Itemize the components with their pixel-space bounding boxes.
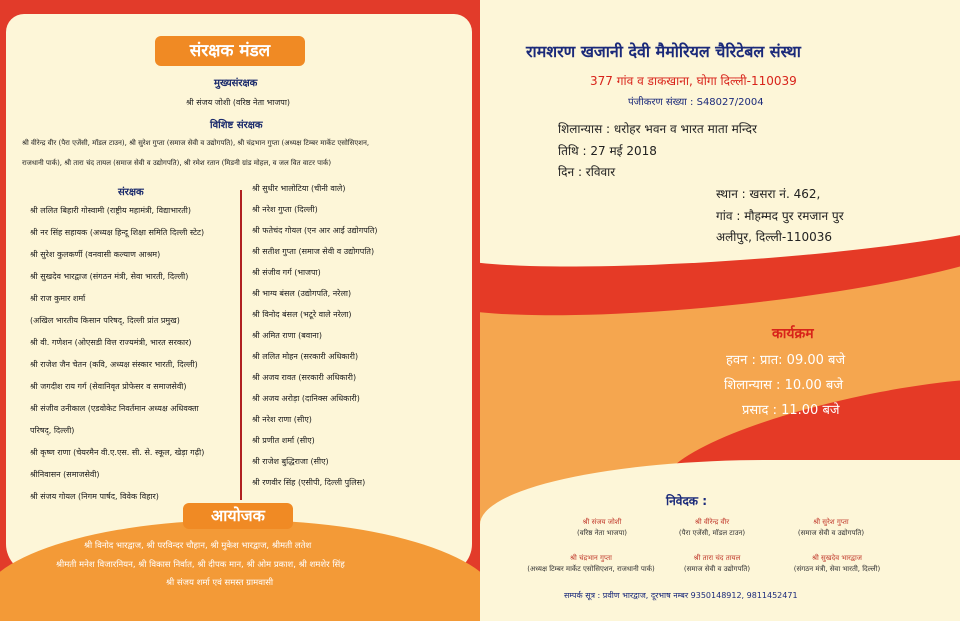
- program-title: कार्यक्रम: [772, 326, 814, 342]
- program-havan: हवन : प्रात: 09.00 बजे: [726, 353, 846, 368]
- contact-line: सम्पर्क सूत्र : प्रवीण भारद्वाज, दूरभाष नम्बर 9350148912, 9811452471: [564, 591, 798, 600]
- patron-entry: श्री प्रणीत शर्मा (सीए): [252, 436, 315, 445]
- patron-entry: श्री फतेचंद गोयल (एन आर आई उद्योगपति): [252, 226, 378, 235]
- patron-entry: श्री ललित बिहारी गोस्वामी (राष्ट्रीय महामंत्री, विद्याभारती): [30, 206, 191, 215]
- organizer-title: आयोजक: [183, 503, 293, 529]
- program-foundation: शिलान्यास : 10.00 बजे: [724, 378, 843, 393]
- registration-number: पंजीकरण संख्या : S48027/2004: [628, 97, 764, 108]
- patron-entry: श्री राजेश बुद्धिराजा (सीए): [252, 457, 329, 466]
- patron-entry: श्री सुधीर भालोटिया (चीनी वाले): [252, 184, 346, 193]
- foundation-line: शिलान्यास : धरोहर भवन व भारत माता मन्दिर: [558, 122, 757, 136]
- patron-committee-title: संरक्षक मंडल: [155, 36, 305, 66]
- event-day: दिन : रविवार: [558, 165, 616, 179]
- patron-entry: श्री ललित मोहन (सरकारी अधिकारी): [252, 352, 359, 361]
- requester-role: (वरिष्ठ नेता भाजपा): [576, 529, 627, 537]
- patron-entry: श्री सुरेश कुलकर्णी (वनवासी कल्याण आश्रम): [30, 250, 161, 259]
- chief-patron-heading: मुख्यसंरक्षक: [214, 78, 258, 89]
- requester-name: श्री चंद्रभान गुप्ता: [570, 554, 612, 562]
- venue-line-2: गांव : मौहम्मद पुर रमजान पुर: [716, 209, 844, 223]
- requesters-title: निवेदक :: [666, 494, 708, 508]
- column-divider: [240, 190, 242, 500]
- patron-entry: श्री संजीव गर्ग (भाजपा): [252, 268, 321, 277]
- venue-line-3: अलीपुर, दिल्ली-110036: [716, 230, 833, 244]
- patron-entry: श्री राजेश जैन चेतन (कवि, अध्यक्ष संस्कार भारती, दिल्ली): [30, 360, 198, 369]
- event-date: तिथि : 27 मई 2018: [558, 144, 657, 158]
- organizer-line-3: श्री संजय शर्मा एवं समस्त ग्रामवासी: [166, 578, 274, 588]
- special-patron-heading: विशिष्ट संरक्षक: [210, 120, 263, 131]
- patron-entry: श्री संजय गोयल (निगम पार्षद, विवेक विहार): [30, 492, 159, 501]
- organization-address: 377 गांव व डाकखाना, घोगा दिल्ली-110039: [590, 74, 797, 88]
- requester-role: (अध्यक्ष टिम्बर मार्केट एसोसिएशन, राजधानी पार्क): [527, 565, 655, 573]
- requester-name: श्री सुरेश गुप्ता: [813, 518, 849, 526]
- patron-entry: श्री अजय रावत (सरकारी अधिकारी): [252, 373, 357, 382]
- patron-entry: श्री नरेश राणा (सीए): [252, 415, 312, 424]
- patron-entry: श्री सतीश गुप्ता (समाज सेवी व उद्योगपति): [252, 247, 375, 256]
- organizer-line-1: श्री विनोद भारद्वाज, श्री परविन्दर चौहान, श्री मुकेश भारद्वाज, श्रीमती लतेश: [84, 541, 312, 551]
- organization-name: रामशरण खजानी देवी मैमोरियल चैरिटेबल संस्था: [526, 42, 801, 61]
- requester-name: श्री तारा चंद तायल: [693, 554, 741, 562]
- requester-role: (पैरा एजेंसी, मॉडल टाउन): [678, 529, 746, 537]
- special-patron-line-2: राजधानी पार्क), श्री तारा चंद तायल (समाज सेवी व उद्योगपति), श्री रमेश रतान (मिडनी ग्रांड मोहल, व जल वित वाटर पार्क): [22, 159, 332, 167]
- patron-entry: श्री संजीव उनीकाल (एडवोकेट निवर्तमान अध्यक्ष अधिवक्ता: [30, 404, 199, 413]
- requester-role: (समाज सेवी व उद्योगपति): [683, 565, 751, 573]
- patron-entry: श्री नर सिंह सहायक (अध्यक्ष हिन्दू शिक्षा समिति दिल्ली स्टेट): [30, 228, 205, 237]
- patron-entry: श्री अमित राणा (बवाना): [252, 331, 322, 340]
- requester-name: श्री संजय जोशी: [582, 518, 622, 526]
- venue-line-1: स्थान : खसरा नं. 462,: [716, 187, 821, 201]
- patron-entry: श्री सुखदेव भारद्वाज (संगठन मंत्री, सेवा भारती, दिल्ली): [30, 272, 189, 281]
- chief-patron: श्री संजय जोशी (वरिष्ठ नेता भाजपा): [186, 98, 291, 107]
- program-prasad: प्रसाद : 11.00 बजे: [742, 403, 840, 418]
- patron-entry: श्री नरेश गुप्ता (दिल्ली): [252, 205, 318, 214]
- right-panel: [480, 0, 960, 621]
- special-patron-line-1: श्री वीरेन्द्र वीर (पैरा एजेंसी, मॉडल टाउन), श्री सुरेश गुप्ता (समाज सेवी व उद्योगपति), श्री चंद्रभान गुप्ता (अध्यक्ष टिम्बर मार्केट एसोसिएशन,: [22, 139, 370, 147]
- requester-name: श्री सुखदेव भारद्वाज: [812, 554, 862, 562]
- patrons-heading: संरक्षक: [118, 187, 144, 198]
- patron-entry: श्री अजय अरोड़ा (दानिक्स अधिकारी): [252, 394, 360, 403]
- requester-role: (समाज सेवी व उद्योगपति): [797, 529, 865, 537]
- patron-entry: श्री वी. गणेशन (ओएसडी वित्त राज्यमंत्री, भारत सरकार): [30, 338, 192, 347]
- patron-entry: श्रीनिवासन (समाजसेवी): [30, 470, 100, 479]
- organizer-line-2: श्रीमती मनेश विजारनियन, श्री विकास निर्वात, श्री दीपक मान, श्री ओम प्रकाश, श्री शमशेर सिंह: [56, 560, 345, 570]
- patron-entry: श्री विनोद बंसल (भटूरे वाले नरेला): [252, 310, 352, 319]
- requester-name: श्री वीरेन्द्र वीर: [694, 518, 730, 526]
- patron-entry: परिषद्, दिल्ली): [30, 426, 75, 435]
- patron-entry: श्री भाग्य बंसल (उद्योगपति, नरेला): [252, 289, 352, 298]
- requester-role: (संगठन मंत्री, सेवा भारती, दिल्ली): [793, 565, 881, 573]
- patron-entry: श्री रणवीर सिंह (एसीपी, दिल्ली पुलिस): [252, 478, 366, 487]
- patron-entry: श्री कृष्ण राणा (चेयरमैन वी.ए.एस. सी. से. स्कूल, खेड़ा गढ़ी): [30, 448, 205, 457]
- patron-entry: (अखिल भारतीय किसान परिषद्, दिल्ली प्रांत प्रमुख): [30, 316, 180, 325]
- patron-entry: श्री राज कुमार शर्मा: [30, 294, 86, 303]
- patron-entry: श्री जगदीश राय गर्ग (सेवानिवृत प्रोफेसर व समाजसेवी): [30, 382, 187, 391]
